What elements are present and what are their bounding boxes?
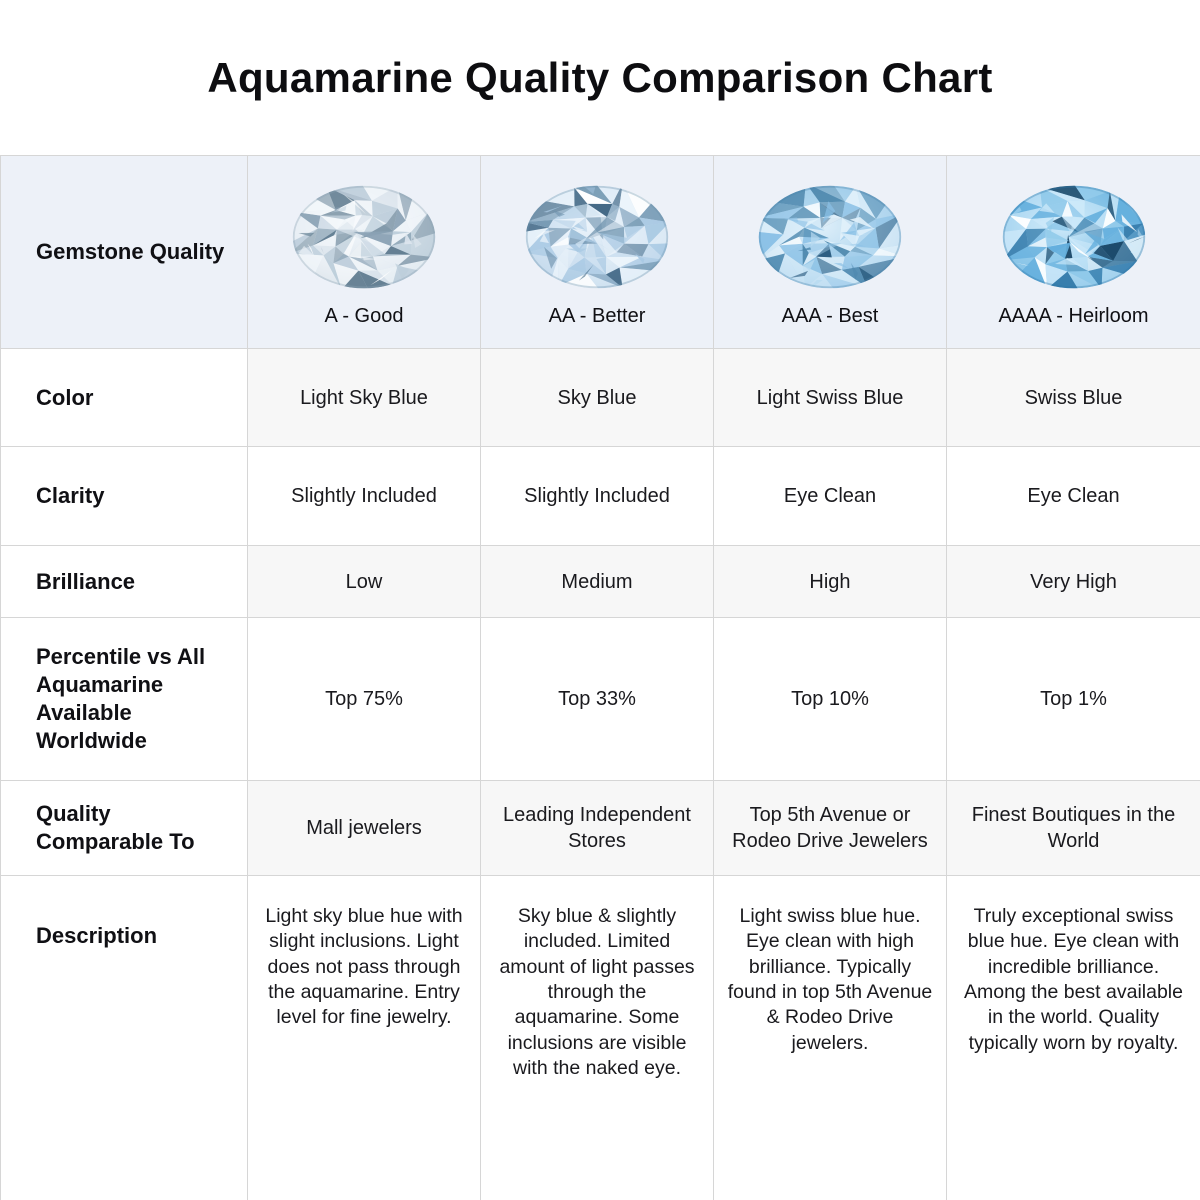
page-title: Aquamarine Quality Comparison Chart — [207, 54, 993, 101]
percentile-value-aaa: Top 10% — [714, 618, 947, 781]
grade-label-aaaa-heirloom: AAAA - Heirloom — [998, 305, 1149, 327]
clarity-value-a: Slightly Included — [248, 447, 481, 546]
brilliance-value-aa: Medium — [481, 546, 714, 618]
clarity-value-aaaa: Eye Clean — [947, 447, 1200, 546]
aquamarine-gem-aaa-best-icon — [754, 181, 906, 293]
aquamarine-gem-aa-better-icon — [521, 181, 673, 293]
grade-label-aaa-best: AAA - Best — [781, 305, 879, 327]
quality-comparable-value-aaa: Top 5th Avenue or Rodeo Drive Jewelers — [714, 781, 947, 876]
color-value-aaa: Light Swiss Blue — [714, 349, 947, 447]
clarity-value-aaa: Eye Clean — [714, 447, 947, 546]
quality-comparable-value-aaaa: Finest Boutiques in the World — [947, 781, 1200, 876]
grade-cell-a-good — [248, 156, 481, 349]
table-row-quality-comparable — [1, 781, 1200, 876]
color-value-a: Light Sky Blue — [248, 349, 481, 447]
comparison-table — [0, 155, 1200, 1200]
row-label-brilliance: Brilliance — [1, 546, 248, 618]
row-label-percentile: Percentile vs All Aquamarine Available Worldwide — [1, 618, 248, 781]
clarity-value-aa: Slightly Included — [481, 447, 714, 546]
table-row-percentile — [1, 618, 1200, 781]
row-label-quality-comparable: Quality Comparable To — [1, 781, 248, 876]
percentile-value-aa: Top 33% — [481, 618, 714, 781]
table-row-clarity — [1, 447, 1200, 546]
grade-label-aa-better: AA - Better — [548, 305, 646, 327]
table-row-description — [1, 876, 1200, 1200]
row-label-clarity: Clarity — [1, 447, 248, 546]
table-row-brilliance — [1, 546, 1200, 618]
aquamarine-gem-a-good-icon — [288, 181, 440, 293]
percentile-value-a: Top 75% — [248, 618, 481, 781]
row-label-color: Color — [1, 349, 248, 447]
description-value-a: Light sky blue hue with slight inclusions. Light does not pass through the aquamarine. Entry level for fine jewelry. — [248, 876, 481, 1200]
brilliance-value-a: Low — [248, 546, 481, 618]
grade-cell-aaa-best — [714, 156, 947, 349]
color-value-aaaa: Swiss Blue — [947, 349, 1200, 447]
description-value-aaa: Light swiss blue hue. Eye clean with high brilliance. Typically found in top 5th Avenue & Rodeo Drive jewelers. — [714, 876, 947, 1200]
description-value-aa: Sky blue & slightly included. Limited amount of light passes through the aquamarine. Some inclusions are visible with the naked eye. — [481, 876, 714, 1200]
grade-cell-aaaa-heirloom — [947, 156, 1200, 349]
table-row-gemstone-quality — [1, 156, 1200, 349]
quality-comparable-value-a: Mall jewelers — [248, 781, 481, 876]
grade-cell-aa-better — [481, 156, 714, 349]
grade-label-a-good: A - Good — [324, 305, 404, 327]
brilliance-value-aaa: High — [714, 546, 947, 618]
quality-comparable-value-aa: Leading Independent Stores — [481, 781, 714, 876]
percentile-value-aaaa: Top 1% — [947, 618, 1200, 781]
table-row-color — [1, 349, 1200, 447]
row-label-description: Description — [1, 876, 248, 1200]
description-value-aaaa: Truly exceptional swiss blue hue. Eye clean with incredible brilliance. Among the best available in the world. Quality typically worn by royalty. — [947, 876, 1200, 1200]
color-value-aa: Sky Blue — [481, 349, 714, 447]
aquamarine-gem-aaaa-heirloom-icon — [998, 181, 1150, 293]
brilliance-value-aaaa: Very High — [947, 546, 1200, 618]
corner-label: Gemstone Quality — [1, 156, 248, 349]
